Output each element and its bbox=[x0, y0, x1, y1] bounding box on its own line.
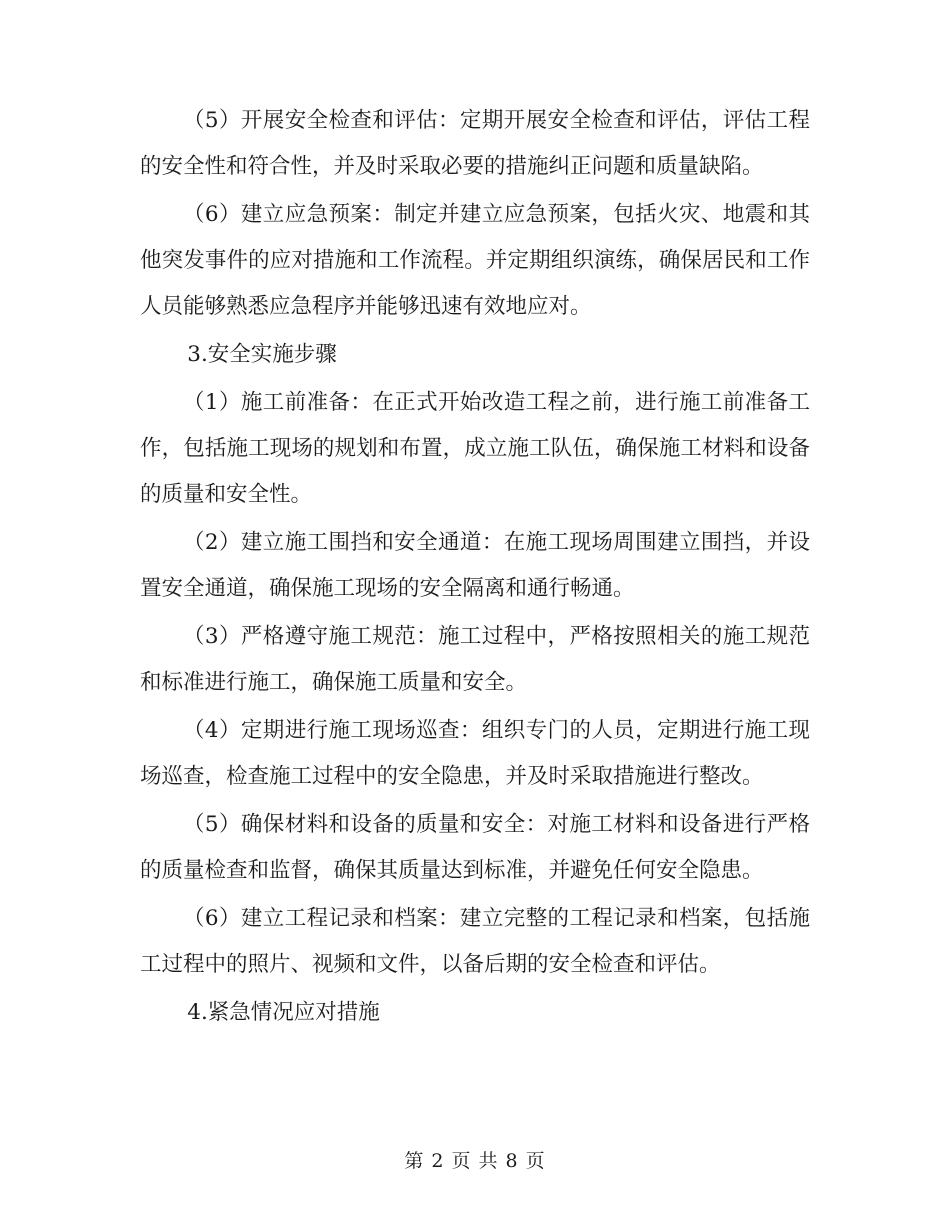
paragraph-emergency-plan: （6）建立应急预案：制定并建立应急预案，包括火灾、地震和其他突发事件的应对措施和工作流程。并定期组织演练，确保居民和工作人员能够熟悉应急程序并能够迅速有效地应对。 bbox=[140, 202, 810, 319]
paragraph-construction-standards: （3）严格遵守施工规范：施工过程中，严格按照相关的施工规范和标准进行施工，确保施工质量和安全。 bbox=[140, 624, 810, 695]
paragraph-pre-construction: （1）施工前准备：在正式开始改造工程之前，进行施工前准备工作，包括施工现场的规划和布置，成立施工队伍，确保施工材料和设备的质量和安全性。 bbox=[140, 390, 810, 507]
paragraph-safety-inspection: （5）开展安全检查和评估：定期开展安全检查和评估，评估工程的安全性和符合性，并及时采取必要的措施纠正问题和质量缺陷。 bbox=[140, 108, 810, 179]
paragraph-records-archives: （6）建立工程记录和档案：建立完整的工程记录和档案，包括施工过程中的照片、视频和文件，以备后期的安全检查和评估。 bbox=[140, 906, 810, 977]
paragraph-site-inspection: （4）定期进行施工现场巡查：组织专门的人员，定期进行施工现场巡查，检查施工过程中的安全隐患，并及时采取措施进行整改。 bbox=[140, 718, 810, 789]
page-number-footer: 第 2 页 共 8 页 bbox=[404, 1150, 546, 1172]
section-heading-implementation-steps: 3.安全实施步骤 bbox=[187, 342, 337, 367]
document-body bbox=[140, 98, 810, 1036]
paragraph-material-quality: （5）确保材料和设备的质量和安全：对施工材料和设备进行严格的质量检查和监督，确保其质量达到标准，并避免任何安全隐患。 bbox=[140, 812, 810, 883]
paragraph-enclosure-passage: （2）建立施工围挡和安全通道：在施工现场周围建立围挡，并设置安全通道，确保施工现场的安全隔离和通行畅通。 bbox=[140, 530, 810, 601]
section-heading-emergency-measures: 4.紧急情况应对措施 bbox=[187, 1000, 380, 1025]
